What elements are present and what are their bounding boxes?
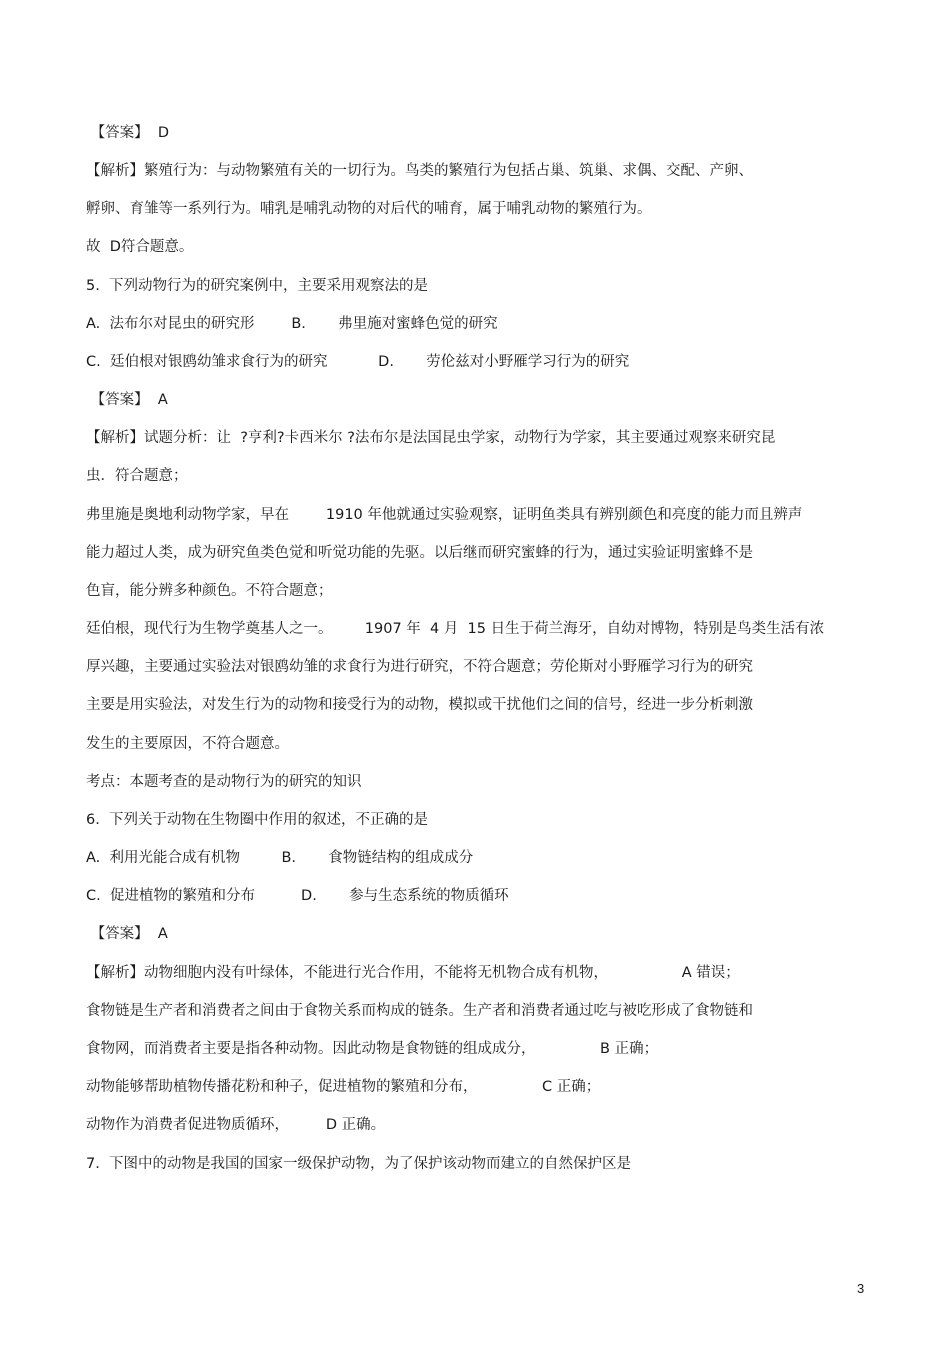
page-number: 3 [857, 1281, 865, 1296]
text-line: 能力超过人类，成为研究鱼类色觉和听觉功能的先驱。以后继而研究蜜蜂的行为，通过实验证明蜜蜂不是 [86, 545, 753, 561]
text-line: 食物链是生产者和消费者之间由于食物关系而构成的链条。生产者和消费者通过吃与被吃形成了食物链和 [86, 1003, 753, 1019]
text-line: 虫．符合题意； [86, 468, 188, 484]
text-line: 【解析】繁殖行为：与动物繁殖有关的一切行为。鸟类的繁殖行为包括占巢、筑巢、求偶、交配、产卵、 [86, 163, 753, 179]
options-c-d: C. 廷伯根对银鸥幼雏求食行为的研究 D. 劳伦兹对小野雁学习行为的研究 [86, 354, 630, 370]
text-line: 食物网，而消费者主要是指各种动物。因此动物是食物链的组成成分， B 正确； [86, 1041, 659, 1057]
options-a-b: A. 利用光能合成有机物 B. 食物链结构的组成成分 [86, 850, 474, 866]
text-line: 发生的主要原因，不符合题意。 [86, 736, 289, 752]
text-line: 动物能够帮助植物传播花粉和种子，促进植物的繁殖和分布， C 正确； [86, 1079, 601, 1095]
answer-line: 【答案】 A [86, 392, 168, 408]
text-line: 廷伯根，现代行为生物学奠基人之一。 1907 年 4 月 15 日生于荷兰海牙，自幼对博物，特别是鸟类生活有浓 [86, 621, 825, 637]
text-line: 主要是用实验法，对发生行为的动物和接受行为的动物，模拟或干扰他们之间的信号，经进一步分析刺激 [86, 697, 753, 713]
question-7: 7. 下图中的动物是我国的国家一级保护动物，为了保护该动物而建立的自然保护区是 [86, 1156, 632, 1172]
answer-line: 【答案】 A [86, 926, 168, 942]
text-line: 色盲，能分辨多种颜色。不符合题意； [86, 583, 333, 599]
question-5: 5. 下列动物行为的研究案例中，主要采用观察法的是 [86, 278, 429, 294]
options-a-b: A. 法布尔对昆虫的研究形 B. 弗里施对蜜蜂色觉的研究 [86, 316, 498, 332]
text-line: 弗里施是奥地利动物学家，早在 1910 年他就通过实验观察，证明鱼类具有辨别颜色和亮度的能力而且辨声 [86, 507, 803, 523]
text-line: 【解析】试题分析：让 ?亨利?卡西米尔 ?法布尔是法国昆虫学家，动物行为学家，其主要通过观察来研究昆 [86, 430, 776, 446]
options-c-d: C. 促进植物的繁殖和分布 D. 参与生态系统的物质循环 [86, 888, 509, 904]
question-6: 6. 下列关于动物在生物圈中作用的叙述，不正确的是 [86, 812, 429, 828]
text-line: 故 D符合题意。 [86, 239, 194, 255]
text-line: 厚兴趣，主要通过实验法对银鸥幼雏的求食行为进行研究，不符合题意；劳伦斯对小野雁学习行为的研究 [86, 659, 753, 675]
text-line: 【答案】 D [86, 125, 169, 141]
text-line: 【解析】动物细胞内没有叶绿体，不能进行光合作用，不能将无机物合成有机物， A 错误； [86, 965, 740, 981]
text-line: 孵卵、育雏等一系列行为。哺乳是哺乳动物的对后代的哺育，属于哺乳动物的繁殖行为。 [86, 201, 652, 217]
text-line: 动物作为消费者促进物质循环， D 正确。 [86, 1117, 386, 1133]
text-line: 考点：本题考查的是动物行为的研究的知识 [86, 774, 362, 790]
